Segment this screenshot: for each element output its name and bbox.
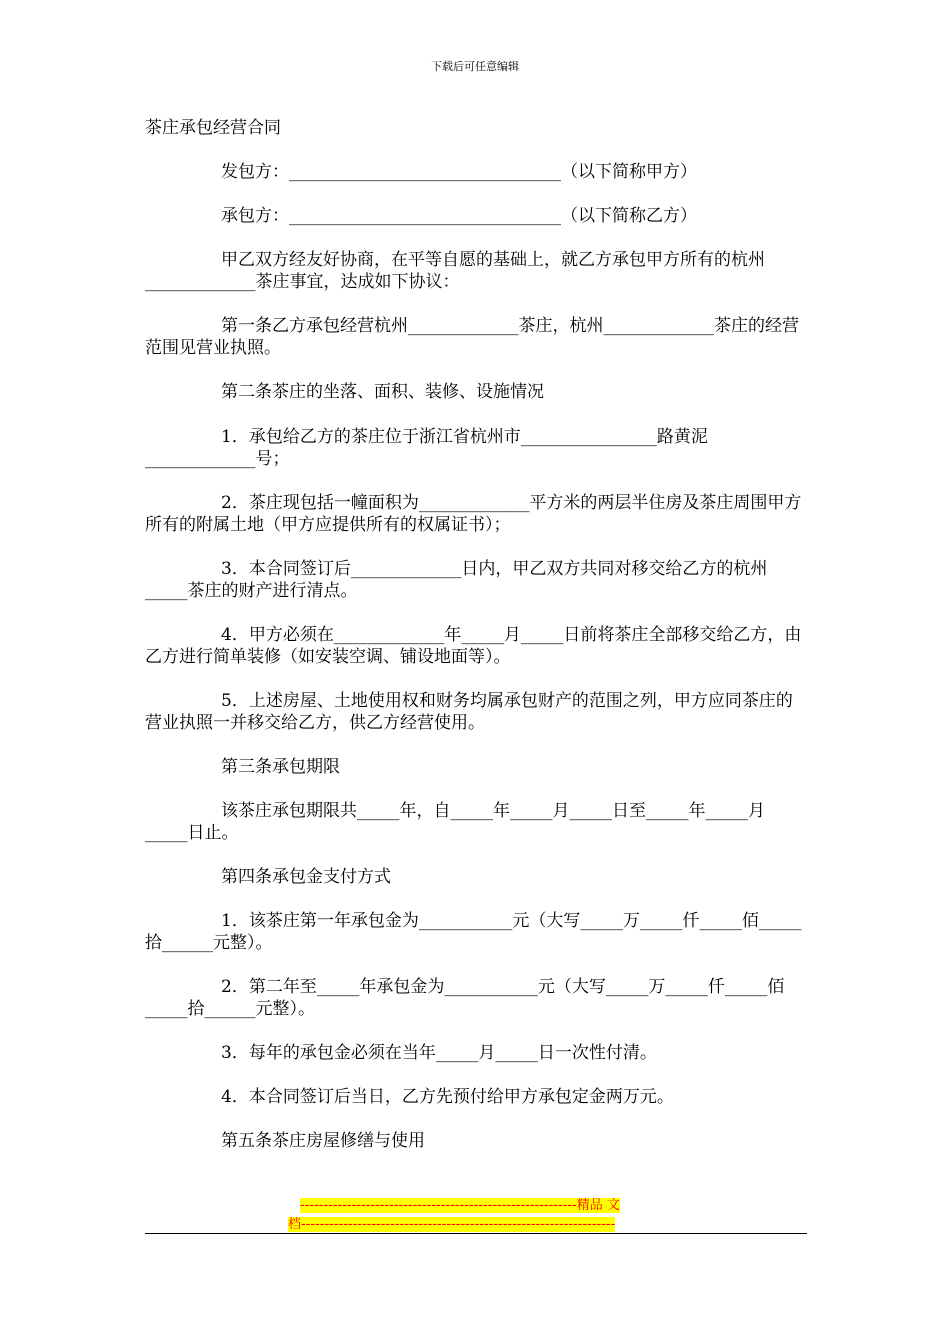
party-b-line: 承包方：________________________________（以下简称乙方）: [221, 206, 697, 226]
preamble-paragraph: 甲乙双方经友好协商，在平等自愿的基础上，就乙方承包甲方所有的杭州_____________茶庄事宜，达成如下协议：: [145, 250, 765, 292]
document-title: 茶庄承包经营合同: [145, 118, 281, 138]
article-5-heading: 第五条茶庄房屋修缮与使用: [221, 1131, 425, 1151]
article-3-paragraph: 该茶庄承包期限共_____年，自_____年_____月_____日至_____年_____月_____日止。: [145, 801, 765, 843]
footer-line-2: 档-------------------------------------------------------------------: [288, 1217, 616, 1232]
article-2-item-4: 4．甲方必须在_____________年_____月_____日前将茶庄全部移交给乙方，由乙方进行简单装修（如安装空调、铺设地面等）。: [145, 625, 802, 667]
article-4-item-4: 4．本合同签订后当日，乙方先预付给甲方承包定金两万元。: [221, 1087, 674, 1107]
footer-divider: [145, 1233, 807, 1234]
article-2-item-2: 2．茶庄现包括一幢面积为_____________平方米的两层半住房及茶庄周围甲方所有的附属土地（甲方应提供所有的权属证书）；: [145, 493, 802, 535]
article-2-item-3: 3．本合同签订后_____________日内，甲乙双方共同对移交给乙方的杭州_____茶庄的财产进行清点。: [145, 559, 768, 601]
article-2-item-1: 1．承包给乙方的茶庄位于浙江省杭州市________________路黄泥_____________号；: [145, 427, 708, 469]
article-3-heading: 第三条承包期限: [221, 757, 340, 777]
footer-watermark: [288, 1196, 660, 1234]
article-4-item-3: 3．每年的承包金必须在当年_____月_____日一次性付清。: [221, 1043, 657, 1063]
article-2-item-5: 5．上述房屋、土地使用权和财务均属承包财产的范围之列，甲方应同茶庄的营业执照一并移交给乙方，供乙方经营使用。: [145, 691, 793, 733]
article-4-item-1: 1．该茶庄第一年承包金为___________元（大写_____万_____仟_____佰_____拾______元整）。: [145, 911, 802, 953]
article-1-paragraph: 第一条乙方承包经营杭州_____________茶庄，杭州_____________茶庄的经营范围见营业执照。: [145, 316, 799, 358]
page-header: 下载后可任意编辑: [431, 60, 519, 73]
article-4-item-2: 2．第二年至_____年承包金为___________元（大写_____万_____仟_____佰_____拾______元整）。: [145, 977, 785, 1019]
footer-line-1: -----------------------------------------------------------精品 文: [300, 1198, 620, 1213]
article-4-heading: 第四条承包金支付方式: [221, 867, 391, 887]
article-2-heading: 第二条茶庄的坐落、面积、装修、设施情况: [221, 382, 544, 402]
party-a-line: 发包方：________________________________（以下简称甲方）: [221, 162, 697, 182]
